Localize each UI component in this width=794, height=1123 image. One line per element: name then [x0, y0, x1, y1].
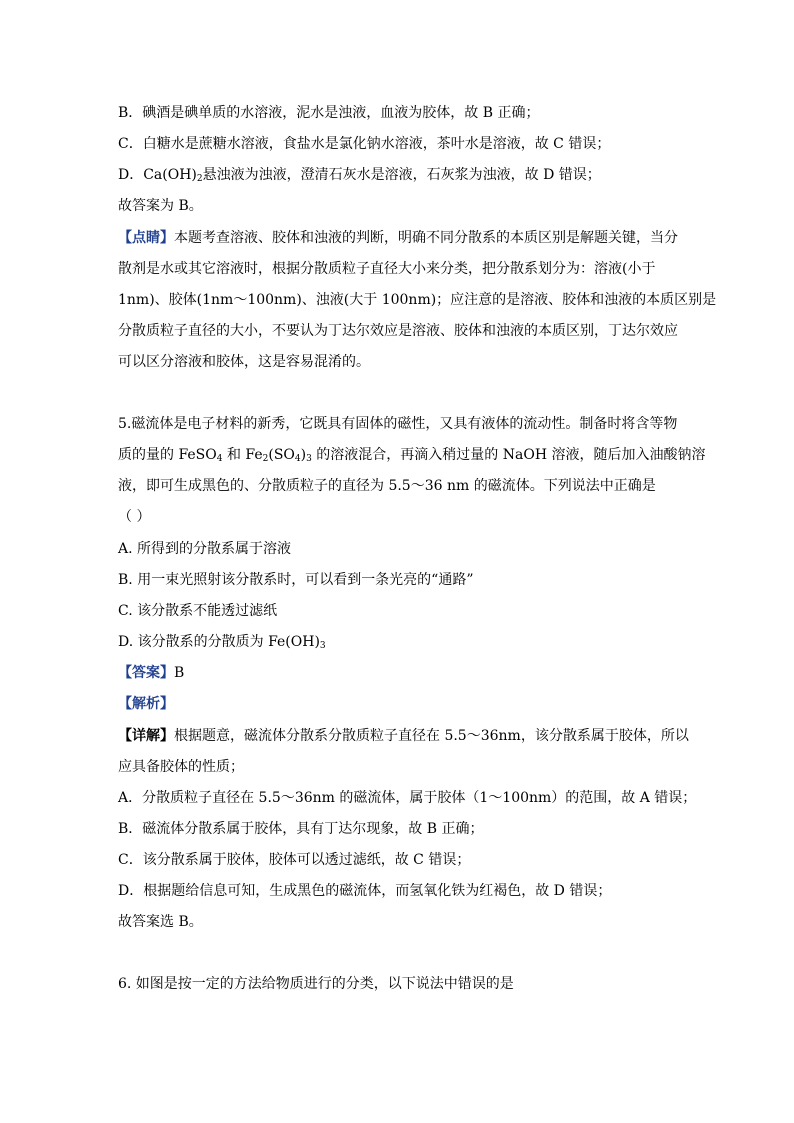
q5-detail-line-2: 应具备胶体的性质； — [118, 759, 244, 775]
q5-answer — [118, 663, 688, 683]
q5-explanation-c: C．该分散系属于胶体，胶体可以透过滤纸，故 C 错误； — [118, 852, 471, 868]
q5-answer-paren: （ ） — [118, 509, 151, 525]
q5-detail-line-1: 【详解】根据题意，磁流体分散系分散质粒子直径在 5.5～36nm，该分散系属于胶体，所以 — [118, 728, 689, 744]
tip-paragraph-line-2: 散剂是水或其它溶液时，根据分散质粒子直径大小来分类，把分散系划分为：溶液(小于 — [118, 261, 656, 277]
prev-answer: 故答案为 B。 — [118, 198, 203, 214]
q6-stem-line-1: 6. 如图是按一定的方法给物质进行的分类，以下说法中错误的是 — [118, 976, 514, 992]
q5-conclusion: 故答案选 B。 — [118, 914, 203, 930]
answer-value: B — [174, 665, 185, 681]
q5-option-c: C. 该分散系不能透过滤纸 — [118, 603, 278, 619]
detail-label: 【详解】 — [118, 728, 174, 744]
q5-option-d: D. 该分散系的分散质为 $Fe(OH)_3$ — [118, 634, 326, 651]
q5-stem-line-2: 质的量的 FeSO$_4$ 和 $Fe_2(SO_4)_3$ 的溶液混合，再滴入稍过量的 NaOH 溶液，随后加入油酸钠溶 — [118, 447, 706, 464]
analysis-label: 【解析】 — [118, 696, 174, 712]
tip-paragraph-line-3: 1nm)、胶体(1nm～100nm)、浊液(大于 100nm)；应注意的是溶液、胶体和浊液的本质区别是 — [118, 292, 717, 308]
q5-explanation-d: D．根据题给信息可知，生成黑色的磁流体，而氢氧化铁为红褐色，故 D 错误； — [118, 883, 612, 899]
tip-paragraph-line-1: 【点睛】本题考查溶液、胶体和浊液的判断，明确不同分散系的本质区别是解题关键，当分 — [118, 230, 678, 246]
prev-explanation-d: D．$Ca(OH)_2$悬浊液为浊液，澄清石灰水是溶液，石灰浆为浊液，故 D 错误； — [118, 167, 601, 184]
prev-explanation-b: B．碘酒是碘单质的水溶液，泥水是浊液，血液为胶体，故 B 正确； — [118, 105, 540, 121]
q5-option-a: A. 所得到的分散系属于溶液 — [118, 541, 292, 557]
answer-label: 【答案】 — [118, 665, 174, 681]
q5-explanation-a: A．分散质粒子直径在 5.5～36nm 的磁流体，属于胶体（1～100nm）的范围，故 A 错误； — [118, 790, 697, 806]
q5-stem-line-3: 液，即可生成黑色的、分散质粒子的直径为 5.5～36 nm 的磁流体。下列说法中正确是 — [118, 478, 656, 494]
tip-label: 【点睛】 — [118, 230, 174, 246]
q5-explanation-b: B．磁流体分散系属于胶体，具有丁达尔现象，故 B 正确； — [118, 821, 484, 837]
q5-analysis-heading — [118, 694, 688, 714]
prev-explanation-c: C．白糖水是蔗糖水溶液，食盐水是氯化钠水溶液，茶叶水是溶液，故 C 错误； — [118, 136, 611, 152]
q5-option-b: B. 用一束光照射该分散系时，可以看到一条光亮的“通路” — [118, 572, 474, 588]
q5-stem-line-1: 5.磁流体是电子材料的新秀，它既具有固体的磁性，又具有液体的流动性。制备时将含等物 — [118, 416, 678, 432]
tip-paragraph-line-4: 分散质粒子直径的大小，不要认为丁达尔效应是溶液、胶体和浊液的本质区别，丁达尔效应 — [118, 323, 678, 339]
tip-paragraph-line-5: 可以区分溶液和胶体，这是容易混淆的。 — [118, 354, 370, 370]
